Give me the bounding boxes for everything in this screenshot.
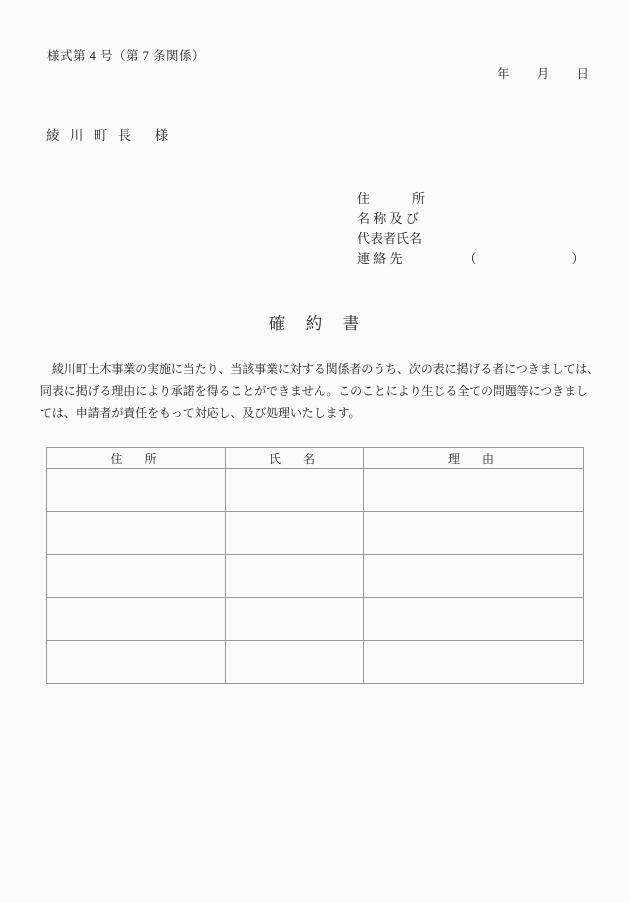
table-row xyxy=(47,469,584,512)
table-cell-empty xyxy=(364,641,584,684)
paragraph-line: 綾川町土木事業の実施に当たり、当該事業に対する関係者のうち、次の表に掲げる者につきましては、 xyxy=(40,362,600,376)
header-name: 氏 名 xyxy=(226,448,364,469)
contact-label: 連 絡 先 xyxy=(357,250,403,266)
table-cell-empty xyxy=(226,641,364,684)
header-address: 住 所 xyxy=(47,448,226,469)
table-cell-empty xyxy=(364,555,584,598)
addressee-honorific: 様 xyxy=(154,128,169,143)
form-number: 様式第 4 号（第 7 条関係） xyxy=(47,49,206,63)
paragraph-line: ては、申請者が責任をもって対応し、及び処理いたします。 xyxy=(40,406,361,420)
table-cell-empty xyxy=(226,598,364,641)
entries-table xyxy=(46,447,584,684)
address-label-char: 住 xyxy=(357,190,371,206)
table-cell-empty xyxy=(226,469,364,512)
address-label-line xyxy=(357,187,585,207)
table-cell-empty xyxy=(364,512,584,555)
contact-paren-close: ） xyxy=(571,250,585,266)
address-label xyxy=(357,188,425,207)
org-name-label-line2: 代表者氏名 xyxy=(357,230,423,246)
table-row xyxy=(47,512,584,555)
table-header-row xyxy=(47,448,584,469)
table-cell-empty xyxy=(226,512,364,555)
table-cell-empty xyxy=(47,598,226,641)
month-label: 月 xyxy=(536,67,550,81)
address-label-char: 所 xyxy=(411,190,425,206)
table-cell-empty xyxy=(364,469,584,512)
addressee-name: 綾 川 町 長 xyxy=(46,128,135,143)
table-row xyxy=(47,555,584,598)
table-cell-empty xyxy=(47,641,226,684)
contact-paren-open: （ xyxy=(463,250,477,266)
contact-blank xyxy=(477,257,572,258)
header-reason: 理 由 xyxy=(364,448,584,469)
applicant-block xyxy=(357,187,585,267)
table-cell-empty xyxy=(47,512,226,555)
year-label: 年 xyxy=(497,67,510,81)
day-label: 日 xyxy=(576,67,589,81)
table-cell-empty xyxy=(226,555,364,598)
paragraph-line: 同表に掲げる理由により承諾を得ることができません。このことにより生じる全ての問題等につきまし xyxy=(40,384,588,398)
body-paragraph xyxy=(40,358,600,424)
table-cell-empty xyxy=(47,469,226,512)
table-row xyxy=(47,641,584,684)
document-title: 確 約 書 xyxy=(268,314,362,333)
org-name-label-line1: 名 称 及 び xyxy=(357,210,419,226)
table-cell-empty xyxy=(47,555,226,598)
table-cell-empty xyxy=(364,598,584,641)
date-line xyxy=(497,64,589,82)
table-row xyxy=(47,598,584,641)
addressee-line xyxy=(46,124,168,144)
contact-line xyxy=(357,247,585,267)
